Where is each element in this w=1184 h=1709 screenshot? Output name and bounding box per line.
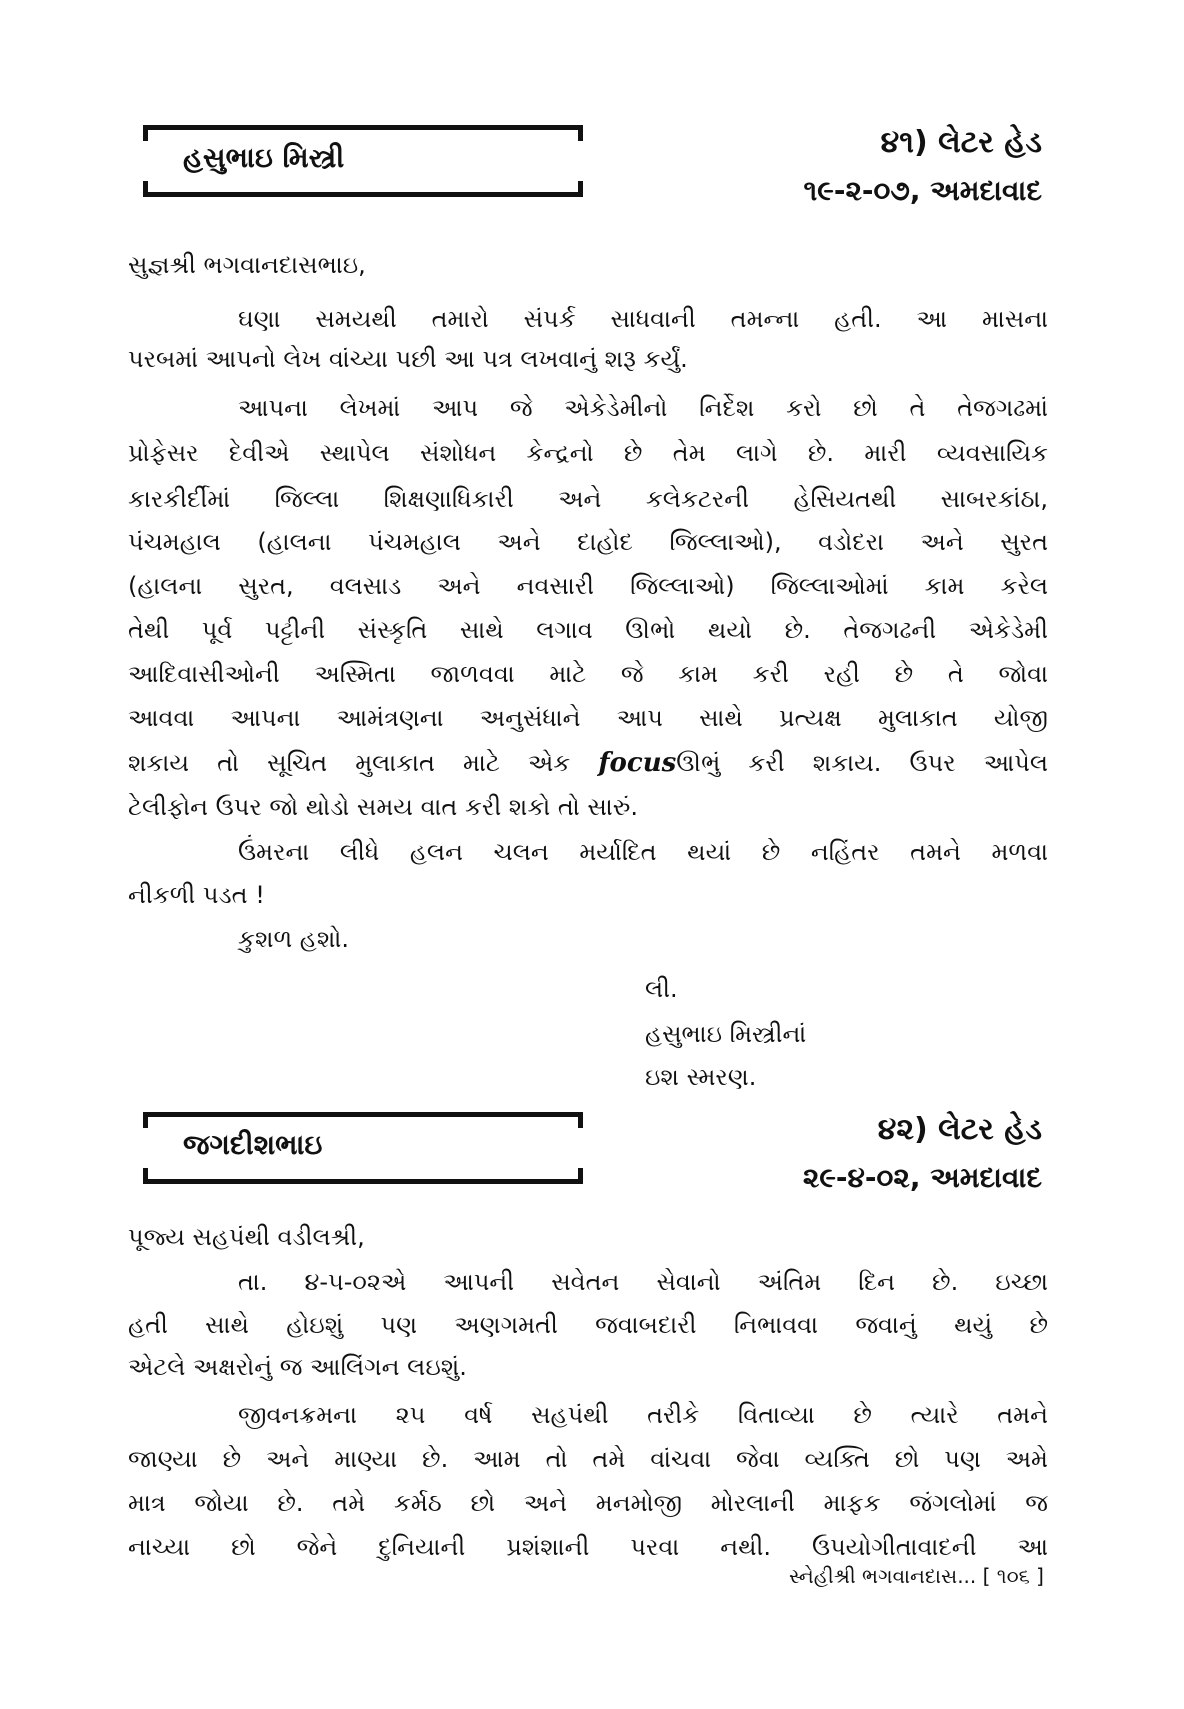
body-line: આવવા આપના આમંત્રણના અનુસંધાને આપ સાથે પ્રત્યક્ષ મુલાકાત યોજી <box>128 704 1048 732</box>
body-line: ઉંમરના લીધે હલન ચલન મર્યાદિત થયાં છે નહિંતર તમને મળવા <box>238 838 1048 866</box>
focus-line-post: ઊભું કરી શકાય. ઉપર આપેલ <box>676 749 1048 777</box>
signature-line: ઇશ સ્મરણ. <box>645 1063 757 1091</box>
focus-word: focus <box>598 748 677 778</box>
body-line: પ્રોફેસર દેવીએ સ્થાપેલ સંશોધન કેન્દ્રનો છે તેમ લાગે છે. મારી વ્યવસાયિક <box>128 439 1048 467</box>
letter-date: ૨૯-૪-૦૨, અમદાવાદ <box>802 1161 1042 1194</box>
body-line: નાચ્યા છો જેને દુનિયાની પ્રશંશાની પરવા નથી. ઉપયોગીતાવાદની આ <box>128 1533 1048 1561</box>
body-line: કારકીર્દીમાં જિલ્લા શિક્ષણાધિકારી અને કલેકટરની હેસિયતથી સાબરકાંઠા, <box>128 485 1048 513</box>
letter-number: ૪૧) લેટર હેડ <box>880 125 1042 160</box>
body-line: ટેલીફોન ઉપર જો થોડો સમય વાત કરી શકો તો સારું. <box>128 793 638 821</box>
letter-number: ૪૨) લેટર હેડ <box>877 1112 1042 1147</box>
body-line: તેથી પૂર્વ પટ્ટીની સંસ્કૃતિ સાથે લગાવ ઊભો થયો છે. તેજગઢની એકેડેમી <box>128 616 1048 644</box>
closing-line: કુશળ હશો. <box>238 925 349 953</box>
page-footer: સ્નેહીશ્રી ભગવાનદાસ... [ ૧૦૬ ] <box>788 1564 1044 1588</box>
sender-name-box-1 <box>143 125 583 197</box>
body-line: જીવનક્રમના ૨૫ વર્ષ સહપંથી તરીકે વિતાવ્યા છે ત્યારે તમને <box>238 1401 1048 1429</box>
letter-heading-2 <box>803 1112 1042 1195</box>
body-line: (હાલના સુરત, વલસાડ અને નવસારી જિલ્લાઓ) જિલ્લાઓમાં કામ કરેલ <box>128 572 1048 600</box>
salutation: સુજ્ઞશ્રી ભગવાનદાસભાઇ, <box>128 251 366 279</box>
body-line-focus <box>128 750 1048 776</box>
body-line: હતી સાથે હોઇશું પણ અણગમતી જવાબદારી નિભાવવા જવાનું થયું છે <box>128 1311 1048 1339</box>
sender-name: જગદીશભાઇ <box>183 1128 323 1161</box>
body-line: જાણ્યા છે અને માણ્યા છે. આમ તો તમે વાંચવા જેવા વ્યક્તિ છો પણ અમે <box>128 1445 1048 1473</box>
signature-line: લી. <box>645 975 678 1003</box>
body-line: એટલે અક્ષરોનું જ આલિંગન લઇશું. <box>128 1353 467 1381</box>
body-line: તા. ૪-૫-૦૨એ આપની સવેતન સેવાનો અંતિમ દિન છે. ઇચ્છા <box>238 1268 1048 1296</box>
body-line: પંચમહાલ (હાલના પંચમહાલ અને દાહોદ જિલ્લાઓ), વડોદરા અને સુરત <box>128 528 1048 556</box>
box-corner <box>578 1112 583 1128</box>
sender-name-box-2 <box>143 1112 583 1184</box>
box-bottom-rule <box>143 192 583 197</box>
sender-name: હસુભાઇ મિસ્ત્રી <box>183 141 345 174</box>
salutation: પૂજ્ય સહપંથી વડીલશ્રી, <box>128 1223 365 1251</box>
box-corner <box>143 125 148 141</box>
body-line: પરબમાં આપનો લેખ વાંચ્યા પછી આ પત્ર લખવાનું શરૂ કર્યું. <box>128 345 688 373</box>
body-line: નીકળી પડત ! <box>128 881 265 909</box>
letter-date: ૧૯-૨-૦૭, અમદાવાદ <box>803 174 1042 207</box>
signature-name: હસુભાઇ મિસ્ત્રીનાં <box>645 1020 807 1048</box>
body-line: આપના લેખમાં આપ જે એકેડેમીનો નિર્દેશ કરો છો તે તેજગઢમાં <box>238 394 1048 422</box>
body-line: માત્ર જોયા છે. તમે કર્મઠ છો અને મનમોજી મોરલાની માફક જંગલોમાં જ <box>128 1489 1048 1517</box>
box-top-rule <box>143 1112 583 1117</box>
box-corner <box>143 1112 148 1128</box>
box-top-rule <box>143 125 583 130</box>
box-bottom-rule <box>143 1179 583 1184</box>
body-line: ઘણા સમયથી તમારો સંપર્ક સાધવાની તમન્ના હતી. આ માસના <box>238 305 1048 333</box>
body-line: આદિવાસીઓની અસ્મિતા જાળવવા માટે જે કામ કરી રહી છે તે જોવા <box>128 660 1048 688</box>
focus-line-pre: શકાય તો સૂચિત મુલાકાત માટે એક <box>128 749 571 777</box>
box-corner <box>578 125 583 141</box>
letter-heading-1 <box>804 125 1042 208</box>
